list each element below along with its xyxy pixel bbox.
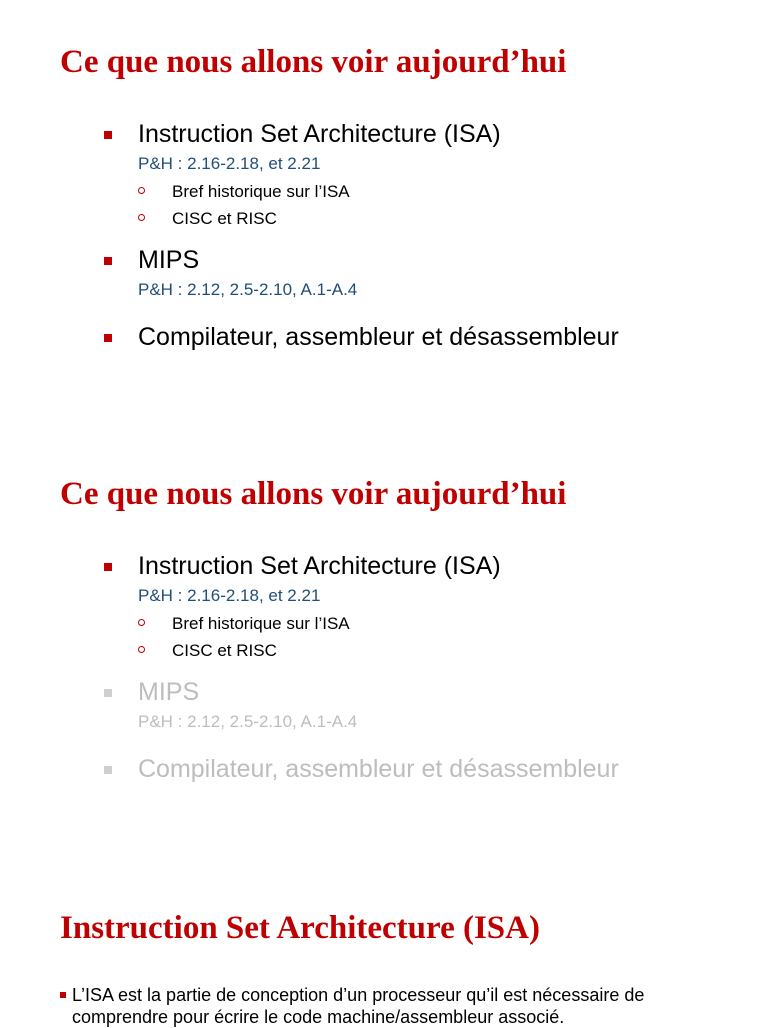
bullet-text: MIPS (138, 246, 200, 274)
square-bullet-icon (104, 131, 112, 139)
sub-bullet-text: CISC et RISC (172, 641, 277, 660)
circle-bullet-icon (138, 214, 145, 221)
sub-bullet-text: Bref historique sur l’ISA (172, 182, 350, 201)
slide-1 (0, 0, 768, 432)
slide-3 (0, 864, 768, 1027)
reference-text: P&H : 2.16-2.18, et 2.21 (138, 154, 321, 173)
square-bullet-icon (60, 992, 66, 998)
body-text: L’ISA est la partie de conception d’un processeur qu’il est nécessaire de comprendre pour écrire le code machine/assembleur associé. (72, 985, 645, 1027)
sub-bullet-text: CISC et RISC (172, 209, 277, 228)
reference-text: P&H : 2.12, 2.5-2.10, A.1-A.4 (138, 712, 358, 731)
square-bullet-icon (104, 689, 112, 697)
circle-bullet-icon (138, 187, 145, 194)
bullet-text: MIPS (138, 678, 200, 706)
reference-text: P&H : 2.16-2.18, et 2.21 (138, 586, 321, 605)
circle-bullet-icon (138, 646, 145, 653)
bullet-text: Instruction Set Architecture (ISA) (138, 120, 501, 148)
bullet-text: Compilateur, assembleur et désassembleur (138, 755, 619, 783)
bullet-text: Compilateur, assembleur et désassembleur (138, 323, 619, 351)
slide-title: Ce que nous allons voir aujourd’hui (60, 476, 567, 512)
circle-bullet-icon (138, 619, 145, 626)
reference-text: P&H : 2.12, 2.5-2.10, A.1-A.4 (138, 280, 358, 299)
square-bullet-icon (104, 563, 112, 571)
square-bullet-icon (104, 334, 112, 342)
square-bullet-icon (104, 257, 112, 265)
square-bullet-icon (104, 766, 112, 774)
slide-title: Ce que nous allons voir aujourd’hui (60, 44, 567, 80)
slide-2 (0, 432, 768, 864)
bullet-text: Instruction Set Architecture (ISA) (138, 552, 501, 580)
slide-title: Instruction Set Architecture (ISA) (60, 910, 540, 946)
sub-bullet-text: Bref historique sur l’ISA (172, 614, 350, 633)
